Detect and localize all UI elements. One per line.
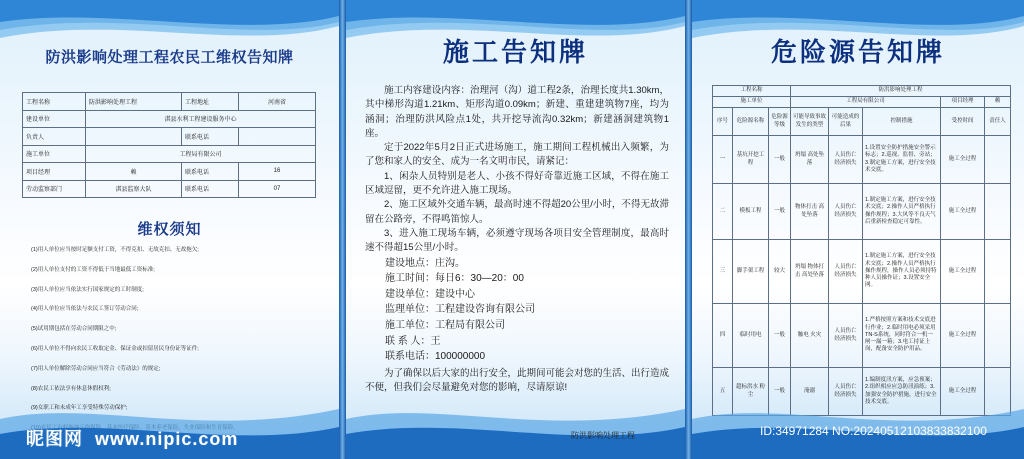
table-cell: 三 bbox=[713, 240, 733, 304]
table-cell: 临时用电 bbox=[733, 304, 769, 368]
builder-unit: 建设单位：建设中心 bbox=[385, 288, 475, 300]
list-item: (3)用人单位应当依法实行国家规定的工时制度; bbox=[31, 286, 144, 293]
construction-notice-board bbox=[346, 0, 685, 459]
column-header: 序号 bbox=[713, 108, 733, 136]
table-cell: 人员伤亡 经济损失 bbox=[829, 136, 863, 184]
table-cell: 负责人 bbox=[23, 128, 86, 146]
table-cell: 16 bbox=[239, 163, 316, 181]
table-cell: 施工单位 bbox=[23, 145, 86, 163]
contractor-unit: 施工单位：工程局有限公司 bbox=[385, 319, 505, 331]
table-cell: 1.编制度汛方案，应急预案；2.组织相应应急防汛演练；3.加强安全防护措施，进行安全技术交底。 bbox=[863, 368, 941, 416]
board-title: 危险源告知牌 bbox=[770, 37, 945, 67]
construction-time: 施工时间：每日6：30—20：00 bbox=[385, 273, 524, 285]
table-cell: 触电 火灾 bbox=[791, 304, 829, 368]
table-row bbox=[23, 163, 316, 181]
table-row bbox=[713, 86, 1011, 97]
table-cell: 人员伤亡 经济损失 bbox=[829, 184, 863, 240]
notice-paragraph: 2、施工区域外交通车辆，最高时速不得超20公里/小时，不得无故滞留在公路旁，不得鸣笛惊人。 bbox=[365, 199, 669, 225]
column-header: 危险源名称 bbox=[733, 108, 769, 136]
notice-paragraph: 3、进入施工现场车辆，必须遵守现场各项目安全管理制度，最高时速不得超15公里/小时。 bbox=[365, 227, 669, 254]
closing-paragraph: 为了确保以后大家的出行安全，此期间可能会对您的生活、出行造成不便，但我们会尽量避免对您的影响，尽请原谅! bbox=[365, 367, 670, 394]
table-cell: 一 bbox=[713, 136, 733, 184]
board-title: 施工告知牌 bbox=[442, 37, 588, 67]
table-header-row bbox=[713, 108, 1011, 136]
table-cell: 施工全过程 bbox=[941, 368, 985, 416]
table-cell: 防洪影响处理工程 bbox=[791, 86, 1011, 97]
table-row bbox=[713, 136, 1011, 184]
table-cell: 工程地址 bbox=[182, 93, 239, 111]
table-cell: 人员伤亡 经济损失 bbox=[829, 304, 863, 368]
supervisor-unit: 监理单位：工程建设咨询有限公司 bbox=[385, 304, 535, 316]
table-cell: 坍塌 高处坠落 bbox=[791, 136, 829, 184]
contact-phone: 联系电话：100000000 bbox=[385, 351, 486, 363]
table-cell: 一般 bbox=[769, 136, 791, 184]
table-cell: 施工全过程 bbox=[941, 184, 985, 240]
table-cell: 赖 bbox=[86, 163, 182, 181]
hazard-notice-board bbox=[692, 0, 1024, 459]
table-cell: 1.设置安全防护措施安全警示标志；2.巡视、监督、旁站；3.制定施工方案，进行安全技术交底。 bbox=[863, 136, 941, 184]
table-cell: 人员伤亡 经济损失 bbox=[829, 240, 863, 304]
table-cell: 防洪影响处理工程 bbox=[86, 93, 182, 111]
table-cell: 五 bbox=[713, 368, 733, 416]
watermark-brand: 昵图网 bbox=[26, 429, 83, 449]
notice-paragraph: 定于2022年5月2日正式进场施工，施工期间工程机械出入频繁，为了您和家人的安全、成为一名文明市民，请紧记： bbox=[365, 142, 669, 168]
column-header: 责任人 bbox=[985, 108, 1011, 136]
table-cell: 一般 bbox=[769, 304, 791, 368]
table-cell bbox=[985, 136, 1011, 184]
column-header: 可能导致事故发生的类型 bbox=[791, 108, 829, 136]
table-cell: 一般 bbox=[769, 184, 791, 240]
table-cell: 一般 bbox=[769, 368, 791, 416]
table-cell: 淇县水利工程建设服务中心 bbox=[86, 110, 316, 128]
table-row bbox=[23, 93, 316, 111]
image-id-label: ID:34971284 NO:20240512103833832100 bbox=[760, 424, 987, 438]
list-item: (1)用人单位应当按时足额支付工资，不得克扣、无故克扣、无故拖欠; bbox=[31, 247, 199, 253]
table-cell bbox=[86, 128, 182, 146]
table-cell bbox=[985, 304, 1011, 368]
column-header: 可能造成的后果 bbox=[829, 108, 863, 136]
table-row bbox=[713, 304, 1011, 368]
table-cell: 淇县监察大队 bbox=[86, 180, 182, 198]
panel-divider bbox=[685, 0, 692, 459]
table-cell: 施工全过程 bbox=[941, 304, 985, 368]
table-cell bbox=[239, 128, 316, 146]
table-cell: 工程局有限公司 bbox=[86, 145, 316, 163]
column-header: 受控时间 bbox=[941, 108, 985, 136]
list-item: (9)女职工和未成年工享受特殊劳动保护; bbox=[31, 405, 128, 412]
table-cell: 脚手架工程 bbox=[733, 240, 769, 304]
table-cell: 1.制定施工方案，进行安全技术交底；2.操作人员严格执行操作规程；3.大风等不良天气后重新检查稳定可靠性。 bbox=[863, 184, 941, 240]
table-cell: 超标洪水 粉尘 bbox=[733, 368, 769, 416]
notice-paragraph: 施工内容建设内容：治理河（沟）道工程2条，治理长度共1.30km，其中梯形沟道1.21km、矩形沟道0.09km；新建、重建建筑物7座，均为涵洞；治理防洪风险点1处，共开挖导流沟0.32km；新建涵洞建筑物1座。 bbox=[365, 85, 669, 139]
notice-body bbox=[365, 84, 669, 395]
table-cell: 工程名称 bbox=[713, 86, 791, 97]
site-watermark bbox=[26, 425, 238, 451]
watermark-url: www.nipic.com bbox=[95, 429, 239, 449]
contact-person: 联 系 人：王 bbox=[385, 335, 441, 347]
table-cell: 1.严格按照方案和技术交底进行作业；2.临时用电必须采用TN-S系统，同时符合一机一闸一漏一箱；3.电工持证上岗，配备安全防护用品。 bbox=[863, 304, 941, 368]
column-header: 危险源等级 bbox=[769, 108, 791, 136]
table-cell: 人员伤亡 经济损失 bbox=[829, 368, 863, 416]
table-cell bbox=[985, 240, 1011, 304]
table-row bbox=[713, 184, 1011, 240]
table-cell: 坍塌 物体打击 高处坠落 bbox=[791, 240, 829, 304]
list-item: (4)用人单位应当依法与农民工签订劳动合同; bbox=[31, 306, 139, 313]
list-item: (2)用人单位支付的工资不得低于当地最低工资标准; bbox=[31, 266, 155, 273]
table-cell: 劳动监察部门 bbox=[23, 180, 86, 198]
table-cell: 项目经理 bbox=[941, 97, 985, 108]
table-row bbox=[23, 128, 316, 146]
table-cell: 施工单位 bbox=[713, 97, 791, 108]
notice-paragraph: 1、闲杂人员特别是老人、小孩不得好奇靠近施工区域，不得在施工区域逗留，更不允许进入施工现场。 bbox=[365, 170, 669, 197]
column-header: 控制措施 bbox=[863, 108, 941, 136]
table-cell bbox=[985, 184, 1011, 240]
table-cell: 联系电话 bbox=[182, 180, 239, 198]
table-row bbox=[713, 97, 1011, 108]
table-cell: 基坑开挖工程 bbox=[733, 136, 769, 184]
construction-location: 建设地点：庄沟。 bbox=[385, 257, 465, 269]
table-row bbox=[23, 145, 316, 163]
table-cell: 四 bbox=[713, 304, 733, 368]
table-cell: 模板工程 bbox=[733, 184, 769, 240]
bottom-wave-decoration bbox=[346, 389, 685, 459]
table-cell: 赖 bbox=[985, 97, 1011, 108]
table-cell: 工程名称 bbox=[23, 93, 86, 111]
table-row bbox=[23, 110, 316, 128]
panel-divider bbox=[339, 0, 346, 459]
table-cell: 施工全过程 bbox=[941, 136, 985, 184]
list-item: (7)用人单位解除劳动合同应当符合《劳动法》的规定; bbox=[31, 365, 161, 372]
list-item: (6)用人单位不得向农民工收取定金、保证金或扣留居民身份证等证件; bbox=[31, 345, 199, 352]
table-cell: 施工全过程 bbox=[941, 240, 985, 304]
table-cell: 项目经理 bbox=[23, 163, 86, 181]
project-info-table bbox=[22, 92, 316, 198]
board-title: 防洪影响处理工程农民工维权告知牌 bbox=[45, 49, 294, 66]
table-cell: 工程局有限公司 bbox=[791, 97, 941, 108]
hazard-table bbox=[712, 85, 1011, 416]
table-cell: 07 bbox=[239, 180, 316, 198]
table-cell: 物体打击 高处坠落 bbox=[791, 184, 829, 240]
table-cell: 二 bbox=[713, 184, 733, 240]
table-cell: 1.制定施工方案，进行安全技术交底；2.操作人员严格执行操作规程，操作人员必须持特种人员操作证；3.设置安全网。 bbox=[863, 240, 941, 304]
table-cell: 淹溺 bbox=[791, 368, 829, 416]
table-cell: 联系电话 bbox=[182, 163, 239, 181]
list-item: (5)试用期包括在劳动合同期限之中; bbox=[31, 326, 117, 333]
rights-subtitle: 维权须知 bbox=[137, 221, 202, 238]
rights-notice-board bbox=[0, 0, 339, 459]
table-cell: 河南省 bbox=[239, 93, 316, 111]
list-item: (8)农民工依法享有休息休假权利; bbox=[31, 385, 111, 392]
table-row bbox=[23, 180, 316, 198]
table-cell: 较大 bbox=[769, 240, 791, 304]
table-cell: 联系电话 bbox=[182, 128, 239, 146]
table-cell: 建设单位 bbox=[23, 110, 86, 128]
board-footer: 防洪影响处理工程 bbox=[571, 431, 635, 440]
table-row bbox=[713, 240, 1011, 304]
